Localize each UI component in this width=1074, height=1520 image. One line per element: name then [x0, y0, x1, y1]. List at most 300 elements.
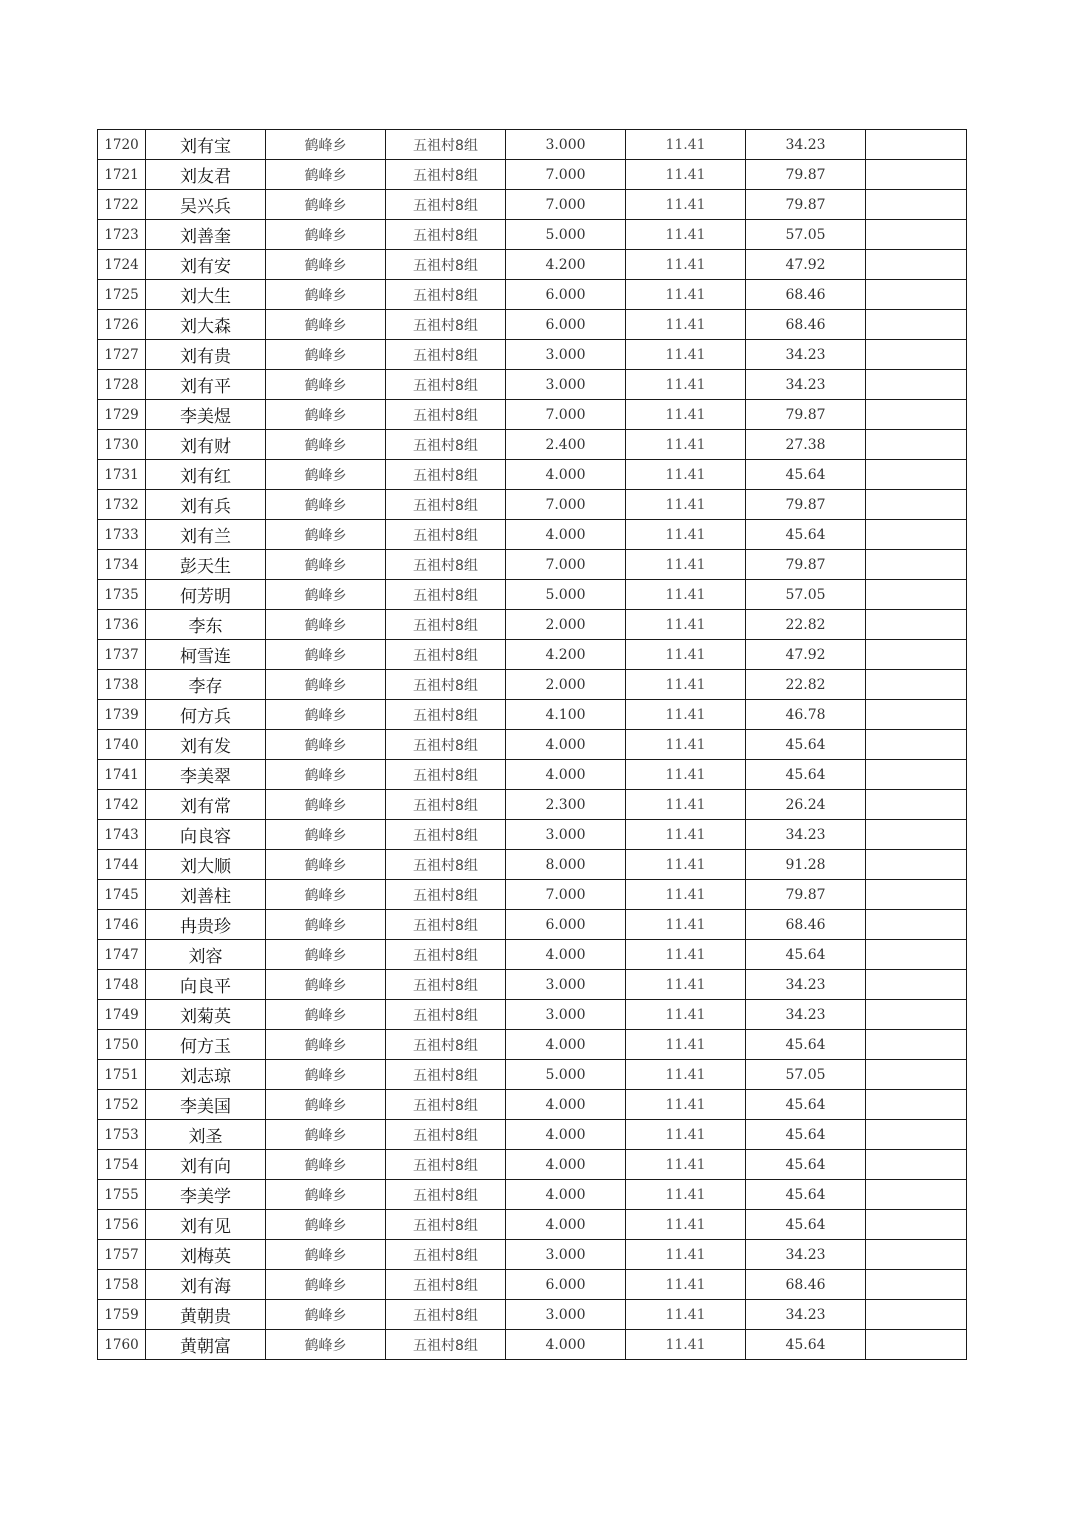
township-cell: 鹤峰乡: [266, 820, 386, 850]
area-cell: 2.300: [506, 790, 626, 820]
note-cell: [866, 1060, 967, 1090]
area-cell: 3.000: [506, 130, 626, 160]
area-cell: 7.000: [506, 880, 626, 910]
name-cell: 刘友君: [146, 160, 266, 190]
row-number-cell: 1737: [98, 640, 146, 670]
table-row: [98, 1240, 967, 1270]
village-group-cell: 五祖村8组: [386, 760, 506, 790]
village-group-cell: 五祖村8组: [386, 1090, 506, 1120]
row-number-cell: 1760: [98, 1330, 146, 1360]
village-group-cell: 五祖村8组: [386, 880, 506, 910]
township-cell: 鹤峰乡: [266, 580, 386, 610]
township-cell: 鹤峰乡: [266, 1240, 386, 1270]
rate-cell: 11.41: [626, 1300, 746, 1330]
rate-cell: 11.41: [626, 730, 746, 760]
area-cell: 3.000: [506, 1000, 626, 1030]
township-cell: 鹤峰乡: [266, 340, 386, 370]
note-cell: [866, 1300, 967, 1330]
township-cell: 鹤峰乡: [266, 220, 386, 250]
village-group-cell: 五祖村8组: [386, 550, 506, 580]
rate-cell: 11.41: [626, 880, 746, 910]
note-cell: [866, 310, 967, 340]
rate-cell: 11.41: [626, 820, 746, 850]
village-group-cell: 五祖村8组: [386, 610, 506, 640]
township-cell: 鹤峰乡: [266, 730, 386, 760]
table-row: [98, 310, 967, 340]
township-cell: 鹤峰乡: [266, 1330, 386, 1360]
note-cell: [866, 880, 967, 910]
row-number-cell: 1735: [98, 580, 146, 610]
township-cell: 鹤峰乡: [266, 940, 386, 970]
table-row: [98, 640, 967, 670]
amount-cell: 34.23: [746, 1240, 866, 1270]
rate-cell: 11.41: [626, 1150, 746, 1180]
area-cell: 3.000: [506, 340, 626, 370]
township-cell: 鹤峰乡: [266, 550, 386, 580]
table-row: [98, 460, 967, 490]
rate-cell: 11.41: [626, 520, 746, 550]
rate-cell: 11.41: [626, 610, 746, 640]
name-cell: 刘梅英: [146, 1240, 266, 1270]
table-row: [98, 610, 967, 640]
rate-cell: 11.41: [626, 670, 746, 700]
area-cell: 8.000: [506, 850, 626, 880]
note-cell: [866, 670, 967, 700]
village-group-cell: 五祖村8组: [386, 1030, 506, 1060]
rate-cell: 11.41: [626, 640, 746, 670]
note-cell: [866, 550, 967, 580]
village-group-cell: 五祖村8组: [386, 490, 506, 520]
area-cell: 4.000: [506, 1150, 626, 1180]
amount-cell: 45.64: [746, 520, 866, 550]
village-group-cell: 五祖村8组: [386, 790, 506, 820]
area-cell: 4.000: [506, 1120, 626, 1150]
area-cell: 4.000: [506, 1180, 626, 1210]
name-cell: 柯雪连: [146, 640, 266, 670]
table-row: [98, 1180, 967, 1210]
township-cell: 鹤峰乡: [266, 460, 386, 490]
amount-cell: 68.46: [746, 1270, 866, 1300]
area-cell: 7.000: [506, 400, 626, 430]
amount-cell: 68.46: [746, 310, 866, 340]
table-row: [98, 1030, 967, 1060]
rate-cell: 11.41: [626, 1090, 746, 1120]
amount-cell: 22.82: [746, 670, 866, 700]
rate-cell: 11.41: [626, 1120, 746, 1150]
table-row: [98, 910, 967, 940]
table-row: [98, 790, 967, 820]
amount-cell: 79.87: [746, 550, 866, 580]
village-group-cell: 五祖村8组: [386, 850, 506, 880]
village-group-cell: 五祖村8组: [386, 1120, 506, 1150]
table-row: [98, 1210, 967, 1240]
amount-cell: 68.46: [746, 280, 866, 310]
name-cell: 刘有向: [146, 1150, 266, 1180]
village-group-cell: 五祖村8组: [386, 1240, 506, 1270]
area-cell: 5.000: [506, 220, 626, 250]
township-cell: 鹤峰乡: [266, 1120, 386, 1150]
area-cell: 4.000: [506, 460, 626, 490]
table-row: [98, 580, 967, 610]
note-cell: [866, 850, 967, 880]
township-cell: 鹤峰乡: [266, 370, 386, 400]
name-cell: 刘容: [146, 940, 266, 970]
note-cell: [866, 1000, 967, 1030]
village-group-cell: 五祖村8组: [386, 640, 506, 670]
name-cell: 李美煜: [146, 400, 266, 430]
name-cell: 刘有见: [146, 1210, 266, 1240]
village-group-cell: 五祖村8组: [386, 580, 506, 610]
township-cell: 鹤峰乡: [266, 1210, 386, 1240]
amount-cell: 34.23: [746, 370, 866, 400]
area-cell: 6.000: [506, 310, 626, 340]
row-number-cell: 1726: [98, 310, 146, 340]
amount-cell: 34.23: [746, 970, 866, 1000]
name-cell: 刘菊英: [146, 1000, 266, 1030]
note-cell: [866, 1120, 967, 1150]
table-row: [98, 1120, 967, 1150]
row-number-cell: 1736: [98, 610, 146, 640]
name-cell: 刘大顺: [146, 850, 266, 880]
rate-cell: 11.41: [626, 1180, 746, 1210]
village-group-cell: 五祖村8组: [386, 190, 506, 220]
rate-cell: 11.41: [626, 220, 746, 250]
amount-cell: 45.64: [746, 1120, 866, 1150]
rate-cell: 11.41: [626, 280, 746, 310]
name-cell: 何芳明: [146, 580, 266, 610]
area-cell: 5.000: [506, 580, 626, 610]
area-cell: 3.000: [506, 820, 626, 850]
area-cell: 2.000: [506, 610, 626, 640]
name-cell: 刘有宝: [146, 130, 266, 160]
table-row: [98, 1270, 967, 1300]
row-number-cell: 1725: [98, 280, 146, 310]
village-group-cell: 五祖村8组: [386, 520, 506, 550]
amount-cell: 45.64: [746, 1030, 866, 1060]
row-number-cell: 1720: [98, 130, 146, 160]
area-cell: 4.200: [506, 640, 626, 670]
rate-cell: 11.41: [626, 130, 746, 160]
township-cell: 鹤峰乡: [266, 250, 386, 280]
rate-cell: 11.41: [626, 910, 746, 940]
township-cell: 鹤峰乡: [266, 850, 386, 880]
township-cell: 鹤峰乡: [266, 160, 386, 190]
name-cell: 刘有兰: [146, 520, 266, 550]
rate-cell: 11.41: [626, 460, 746, 490]
table-row: [98, 1300, 967, 1330]
amount-cell: 46.78: [746, 700, 866, 730]
township-cell: 鹤峰乡: [266, 640, 386, 670]
village-group-cell: 五祖村8组: [386, 1300, 506, 1330]
table-row: [98, 970, 967, 1000]
township-cell: 鹤峰乡: [266, 700, 386, 730]
name-cell: 刘有常: [146, 790, 266, 820]
row-number-cell: 1742: [98, 790, 146, 820]
table-row: [98, 190, 967, 220]
note-cell: [866, 1210, 967, 1240]
row-number-cell: 1723: [98, 220, 146, 250]
township-cell: 鹤峰乡: [266, 760, 386, 790]
row-number-cell: 1755: [98, 1180, 146, 1210]
name-cell: 刘有红: [146, 460, 266, 490]
row-number-cell: 1741: [98, 760, 146, 790]
area-cell: 4.200: [506, 250, 626, 280]
name-cell: 刘有财: [146, 430, 266, 460]
row-number-cell: 1730: [98, 430, 146, 460]
amount-cell: 47.92: [746, 250, 866, 280]
note-cell: [866, 1330, 967, 1360]
name-cell: 李美国: [146, 1090, 266, 1120]
note-cell: [866, 520, 967, 550]
note-cell: [866, 430, 967, 460]
rate-cell: 11.41: [626, 190, 746, 220]
note-cell: [866, 190, 967, 220]
village-group-cell: 五祖村8组: [386, 940, 506, 970]
amount-cell: 79.87: [746, 160, 866, 190]
village-group-cell: 五祖村8组: [386, 310, 506, 340]
township-cell: 鹤峰乡: [266, 1300, 386, 1330]
rate-cell: 11.41: [626, 580, 746, 610]
area-cell: 3.000: [506, 370, 626, 400]
rate-cell: 11.41: [626, 1330, 746, 1360]
township-cell: 鹤峰乡: [266, 910, 386, 940]
note-cell: [866, 610, 967, 640]
name-cell: 彭天生: [146, 550, 266, 580]
row-number-cell: 1746: [98, 910, 146, 940]
village-group-cell: 五祖村8组: [386, 1330, 506, 1360]
village-group-cell: 五祖村8组: [386, 250, 506, 280]
area-cell: 4.000: [506, 1030, 626, 1060]
name-cell: 黄朝贵: [146, 1300, 266, 1330]
row-number-cell: 1744: [98, 850, 146, 880]
amount-cell: 91.28: [746, 850, 866, 880]
area-cell: 7.000: [506, 190, 626, 220]
row-number-cell: 1727: [98, 340, 146, 370]
note-cell: [866, 760, 967, 790]
amount-cell: 26.24: [746, 790, 866, 820]
table-row: [98, 220, 967, 250]
rate-cell: 11.41: [626, 430, 746, 460]
rate-cell: 11.41: [626, 310, 746, 340]
table-row: [98, 700, 967, 730]
table-row: [98, 1000, 967, 1030]
township-cell: 鹤峰乡: [266, 430, 386, 460]
amount-cell: 45.64: [746, 730, 866, 760]
note-cell: [866, 160, 967, 190]
amount-cell: 68.46: [746, 910, 866, 940]
row-number-cell: 1754: [98, 1150, 146, 1180]
area-cell: 3.000: [506, 1240, 626, 1270]
rate-cell: 11.41: [626, 760, 746, 790]
note-cell: [866, 820, 967, 850]
name-cell: 向良平: [146, 970, 266, 1000]
township-cell: 鹤峰乡: [266, 610, 386, 640]
table-row: [98, 160, 967, 190]
area-cell: 3.000: [506, 1300, 626, 1330]
village-group-cell: 五祖村8组: [386, 700, 506, 730]
name-cell: 刘有安: [146, 250, 266, 280]
amount-cell: 34.23: [746, 1000, 866, 1030]
name-cell: 吴兴兵: [146, 190, 266, 220]
area-cell: 6.000: [506, 280, 626, 310]
village-group-cell: 五祖村8组: [386, 1270, 506, 1300]
note-cell: [866, 700, 967, 730]
amount-cell: 47.92: [746, 640, 866, 670]
amount-cell: 79.87: [746, 190, 866, 220]
table-row: [98, 400, 967, 430]
table-row: [98, 880, 967, 910]
note-cell: [866, 730, 967, 760]
name-cell: 刘大森: [146, 310, 266, 340]
name-cell: 刘有贵: [146, 340, 266, 370]
note-cell: [866, 1270, 967, 1300]
rate-cell: 11.41: [626, 490, 746, 520]
rate-cell: 11.41: [626, 1270, 746, 1300]
village-group-cell: 五祖村8组: [386, 340, 506, 370]
name-cell: 刘有兵: [146, 490, 266, 520]
township-cell: 鹤峰乡: [266, 670, 386, 700]
row-number-cell: 1738: [98, 670, 146, 700]
note-cell: [866, 1240, 967, 1270]
row-number-cell: 1724: [98, 250, 146, 280]
note-cell: [866, 1150, 967, 1180]
rate-cell: 11.41: [626, 1000, 746, 1030]
area-cell: 5.000: [506, 1060, 626, 1090]
table-row: [98, 130, 967, 160]
area-cell: 4.000: [506, 520, 626, 550]
township-cell: 鹤峰乡: [266, 490, 386, 520]
table-row: [98, 1060, 967, 1090]
name-cell: 刘有平: [146, 370, 266, 400]
amount-cell: 22.82: [746, 610, 866, 640]
amount-cell: 45.64: [746, 940, 866, 970]
note-cell: [866, 640, 967, 670]
amount-cell: 57.05: [746, 220, 866, 250]
note-cell: [866, 910, 967, 940]
row-number-cell: 1752: [98, 1090, 146, 1120]
note-cell: [866, 250, 967, 280]
note-cell: [866, 460, 967, 490]
area-cell: 4.000: [506, 1090, 626, 1120]
row-number-cell: 1756: [98, 1210, 146, 1240]
row-number-cell: 1731: [98, 460, 146, 490]
note-cell: [866, 280, 967, 310]
amount-cell: 45.64: [746, 760, 866, 790]
name-cell: 李美翠: [146, 760, 266, 790]
village-group-cell: 五祖村8组: [386, 970, 506, 1000]
rate-cell: 11.41: [626, 850, 746, 880]
rate-cell: 11.41: [626, 250, 746, 280]
table-row: [98, 520, 967, 550]
row-number-cell: 1722: [98, 190, 146, 220]
rate-cell: 11.41: [626, 400, 746, 430]
note-cell: [866, 400, 967, 430]
amount-cell: 45.64: [746, 1150, 866, 1180]
table-row: [98, 670, 967, 700]
village-group-cell: 五祖村8组: [386, 130, 506, 160]
area-cell: 2.000: [506, 670, 626, 700]
note-cell: [866, 490, 967, 520]
township-cell: 鹤峰乡: [266, 1090, 386, 1120]
village-group-cell: 五祖村8组: [386, 160, 506, 190]
area-cell: 4.100: [506, 700, 626, 730]
rate-cell: 11.41: [626, 1240, 746, 1270]
row-number-cell: 1734: [98, 550, 146, 580]
township-cell: 鹤峰乡: [266, 1000, 386, 1030]
township-cell: 鹤峰乡: [266, 970, 386, 1000]
row-number-cell: 1747: [98, 940, 146, 970]
area-cell: 6.000: [506, 1270, 626, 1300]
table-row: [98, 550, 967, 580]
table-row: [98, 490, 967, 520]
rate-cell: 11.41: [626, 790, 746, 820]
name-cell: 李美学: [146, 1180, 266, 1210]
note-cell: [866, 130, 967, 160]
village-group-cell: 五祖村8组: [386, 1150, 506, 1180]
township-cell: 鹤峰乡: [266, 1180, 386, 1210]
note-cell: [866, 340, 967, 370]
amount-cell: 34.23: [746, 130, 866, 160]
township-cell: 鹤峰乡: [266, 1270, 386, 1300]
village-group-cell: 五祖村8组: [386, 430, 506, 460]
name-cell: 刘善柱: [146, 880, 266, 910]
village-group-cell: 五祖村8组: [386, 1000, 506, 1030]
amount-cell: 57.05: [746, 580, 866, 610]
row-number-cell: 1745: [98, 880, 146, 910]
amount-cell: 45.64: [746, 1180, 866, 1210]
township-cell: 鹤峰乡: [266, 1150, 386, 1180]
area-cell: 2.400: [506, 430, 626, 460]
table-row: [98, 730, 967, 760]
row-number-cell: 1757: [98, 1240, 146, 1270]
table-row: [98, 1330, 967, 1360]
table-row: [98, 940, 967, 970]
table-row: [98, 760, 967, 790]
area-cell: 6.000: [506, 910, 626, 940]
row-number-cell: 1733: [98, 520, 146, 550]
note-cell: [866, 1090, 967, 1120]
name-cell: 刘大生: [146, 280, 266, 310]
table-row: [98, 1090, 967, 1120]
row-number-cell: 1750: [98, 1030, 146, 1060]
township-cell: 鹤峰乡: [266, 130, 386, 160]
rate-cell: 11.41: [626, 700, 746, 730]
village-group-cell: 五祖村8组: [386, 1180, 506, 1210]
row-number-cell: 1743: [98, 820, 146, 850]
row-number-cell: 1748: [98, 970, 146, 1000]
rate-cell: 11.41: [626, 1060, 746, 1090]
name-cell: 刘圣: [146, 1120, 266, 1150]
table-body: [98, 130, 967, 1360]
area-cell: 7.000: [506, 490, 626, 520]
rate-cell: 11.41: [626, 340, 746, 370]
village-group-cell: 五祖村8组: [386, 280, 506, 310]
name-cell: 刘善奎: [146, 220, 266, 250]
village-group-cell: 五祖村8组: [386, 370, 506, 400]
row-number-cell: 1728: [98, 370, 146, 400]
village-group-cell: 五祖村8组: [386, 730, 506, 760]
name-cell: 刘有海: [146, 1270, 266, 1300]
row-number-cell: 1739: [98, 700, 146, 730]
area-cell: 7.000: [506, 160, 626, 190]
rate-cell: 11.41: [626, 940, 746, 970]
table-row: [98, 820, 967, 850]
note-cell: [866, 970, 967, 1000]
rate-cell: 11.41: [626, 970, 746, 1000]
name-cell: 李东: [146, 610, 266, 640]
rate-cell: 11.41: [626, 1030, 746, 1060]
name-cell: 李存: [146, 670, 266, 700]
